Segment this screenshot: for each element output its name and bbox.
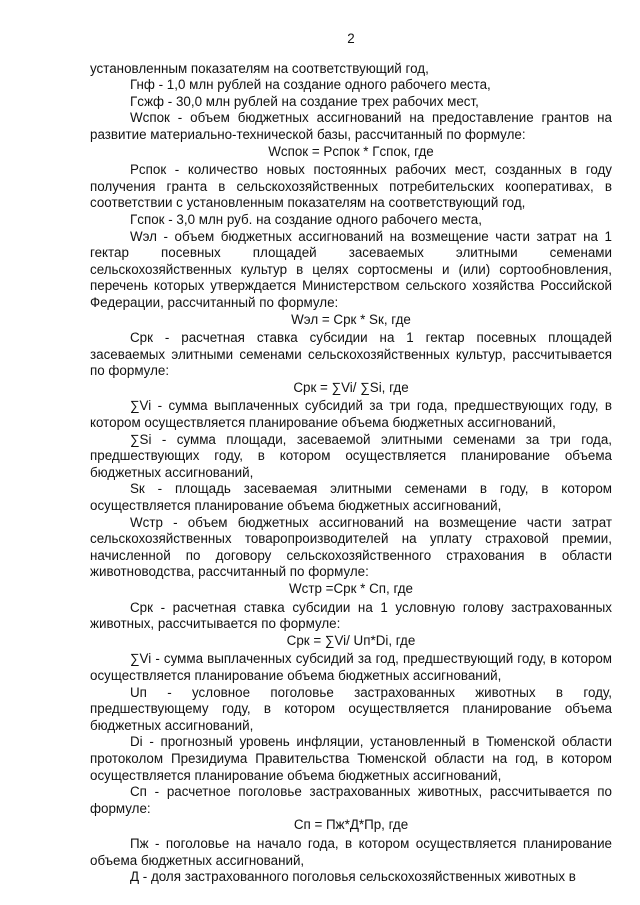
formula-srk-elite: Срк = ∑Vi/ ∑Si, где — [293, 379, 409, 395]
paragraph-wstr: Wстр - объем бюджетных ассигнований на возмещение части затрат сельскохозяйственных товаропроизводителей на уплату страховой премии, начисленной по договору сельскохозяйственного страхования в области животноводства, рассчитанный по формуле: — [90, 514, 612, 580]
paragraph-srk-livestock: Срк - расчетная ставка субсидии на 1 условную голову застрахованных животных, рассчитывается по формуле: — [90, 599, 612, 632]
formula-wel: Wэл = Срк * Sк, где — [291, 311, 411, 327]
paragraph-wel: Wэл - объем бюджетных ассигнований на возмещение части затрат на 1 гектар посевных площадей засеваемых элитными семенами сельскохозяйственных культур в целях сортосмены и (или) сортообновления, перечень которых утверждается Министерством сельского хозяйства Российской Федерации, рассчитанный по формуле: — [90, 228, 612, 310]
paragraph-gspok: Гспок - 3,0 млн руб. на создание одного рабочего места, — [130, 211, 482, 227]
formula-wspok: Wспок = Рспок * Гспок, где — [268, 143, 434, 159]
paragraph-rspok: Рспок - количество новых постоянных рабочих мест, созданных в году получения гранта в сельскохозяйственных потребительских кооперативах, в соответствии с установленным показателям на соответствующий год, — [90, 162, 612, 211]
formula-srk-livestock: Срк = ∑Vi/ Uп*Di, где — [286, 632, 416, 648]
paragraph-gszhf: Гсжф - 30,0 млн рублей на создание трех рабочих мест, — [130, 93, 479, 109]
page-number: 2 — [347, 31, 355, 46]
paragraph-sum-vi-one-year: ∑Vi - сумма выплаченных субсидий за год, предшествующий году, в котором осуществляется планирование объема бюджетных ассигнований, — [90, 651, 612, 683]
document-page — [90, 0, 612, 886]
paragraph-wspok: Wспок - объем бюджетных ассигнований на предоставление грантов на развитие материально-технической базы, рассчитанный по формуле: — [90, 110, 612, 142]
paragraph-sk: Sк - площадь засеваемая элитными семенами в году, в котором осуществляется планирование объема бюджетных ассигнований, — [90, 481, 612, 514]
paragraph-di: Di - прогнозный уровень инфляции, установленный в Тюменской области протоколом Президиума Правительства Тюменской области на год, в котором осуществляется планирование объема бюджетных ассигнований, — [90, 734, 612, 783]
paragraph-pzh: Пж - поголовье на начало года, в котором осуществляется планирование объема бюджетных ассигнований, — [90, 835, 612, 868]
formula-wstr: Wстр =Срк * Сп, где — [289, 581, 413, 596]
paragraph-sum-si: ∑Si - сумма площади, засеваемой элитными семенами за три года, предшествующих году, в котором осуществляется планирование объема бюджетных ассигнований, — [90, 431, 612, 480]
paragraph-sp: Сп - расчетное поголовье застрахованных животных, рассчитывается по формуле: — [90, 784, 612, 816]
paragraph-sum-vi-three-years: ∑Vi - сумма выплаченных субсидий за три года, предшествующих году, в котором осуществляется планирование объема бюджетных ассигнований, — [90, 398, 612, 431]
paragraph-d-share: Д - доля застрахованного поголовья сельскохозяйственных животных в — [130, 869, 576, 885]
paragraph-up: Uп - условное поголовье застрахованных животных в году, предшествующему году, в котором осуществляется планирование объема бюджетных ассигнований, — [90, 684, 612, 733]
formula-sp: Сп = Пж*Д*Пр, где — [293, 817, 409, 833]
paragraph-continuation: установленным показателям на соответствующий год, — [90, 60, 429, 76]
paragraph-gnf: Гнф - 1,0 млн рублей на создание одного рабочего места, — [130, 77, 491, 93]
paragraph-srk-elite: Срк - расчетная ставка субсидии на 1 гектар посевных площадей засеваемых элитными семенами сельскохозяйственных культур, рассчитывается по формуле: — [90, 330, 612, 379]
